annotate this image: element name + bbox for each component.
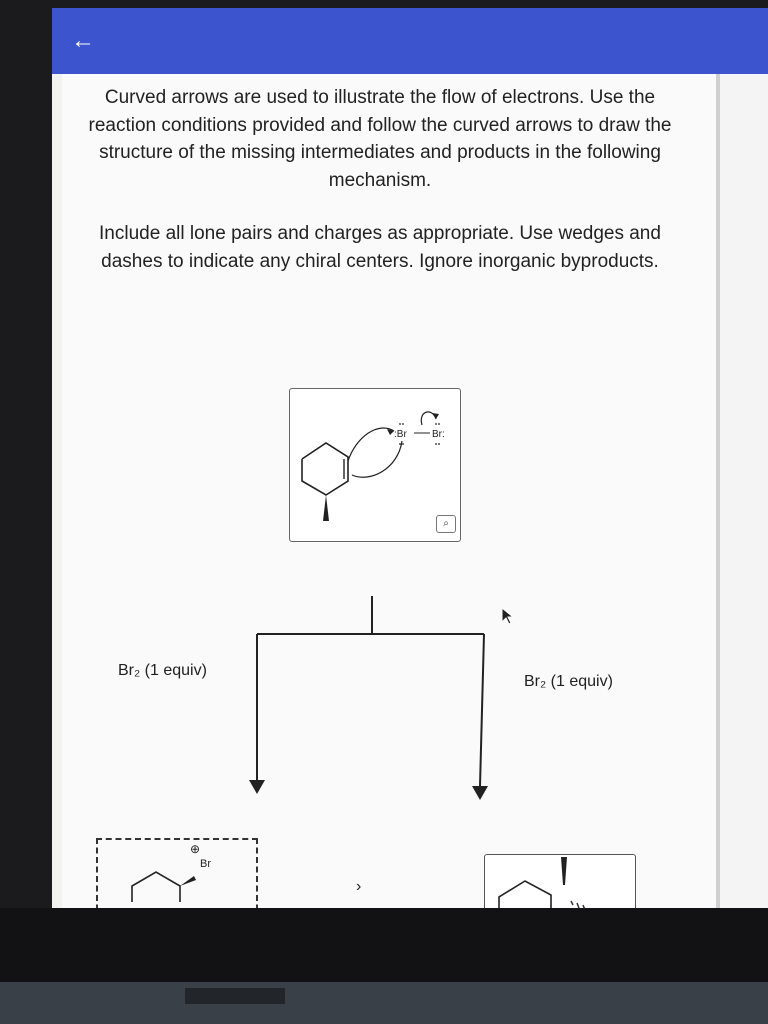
bromine-left-label: :Br [394, 429, 407, 440]
answer-structure-left [98, 840, 256, 910]
zoom-icon[interactable]: ⌕ [436, 515, 456, 533]
reagent-right-label: Br₂ (1 equiv) [524, 673, 613, 690]
chevron-right-icon[interactable]: › [356, 878, 362, 895]
laptop-base [0, 982, 768, 1024]
charge-icon: ⊕ [190, 842, 201, 856]
bromine-right-label: Br: [432, 429, 445, 440]
bromine-label: Br [200, 858, 211, 870]
answer-structure-right [485, 855, 635, 915]
instruction-paragraph-2: Include all lone pairs and charges as appropriate. Use wedges and dashes to indicate any chiral centers. Ignore inorganic byproducts. [99, 223, 661, 272]
laptop-hinge [185, 988, 285, 1004]
back-arrow-icon[interactable]: ← [71, 27, 95, 54]
reagent-left-label: Br₂ (1 equiv) [118, 662, 207, 679]
mouse-cursor-icon [500, 606, 516, 626]
instruction-paragraph-1: Curved arrows are used to illustrate the flow of electrons. Use the reaction conditions provided and follow the curved arrows to draw the structure of the missing intermediates and products in the following mechanism. [88, 87, 672, 191]
